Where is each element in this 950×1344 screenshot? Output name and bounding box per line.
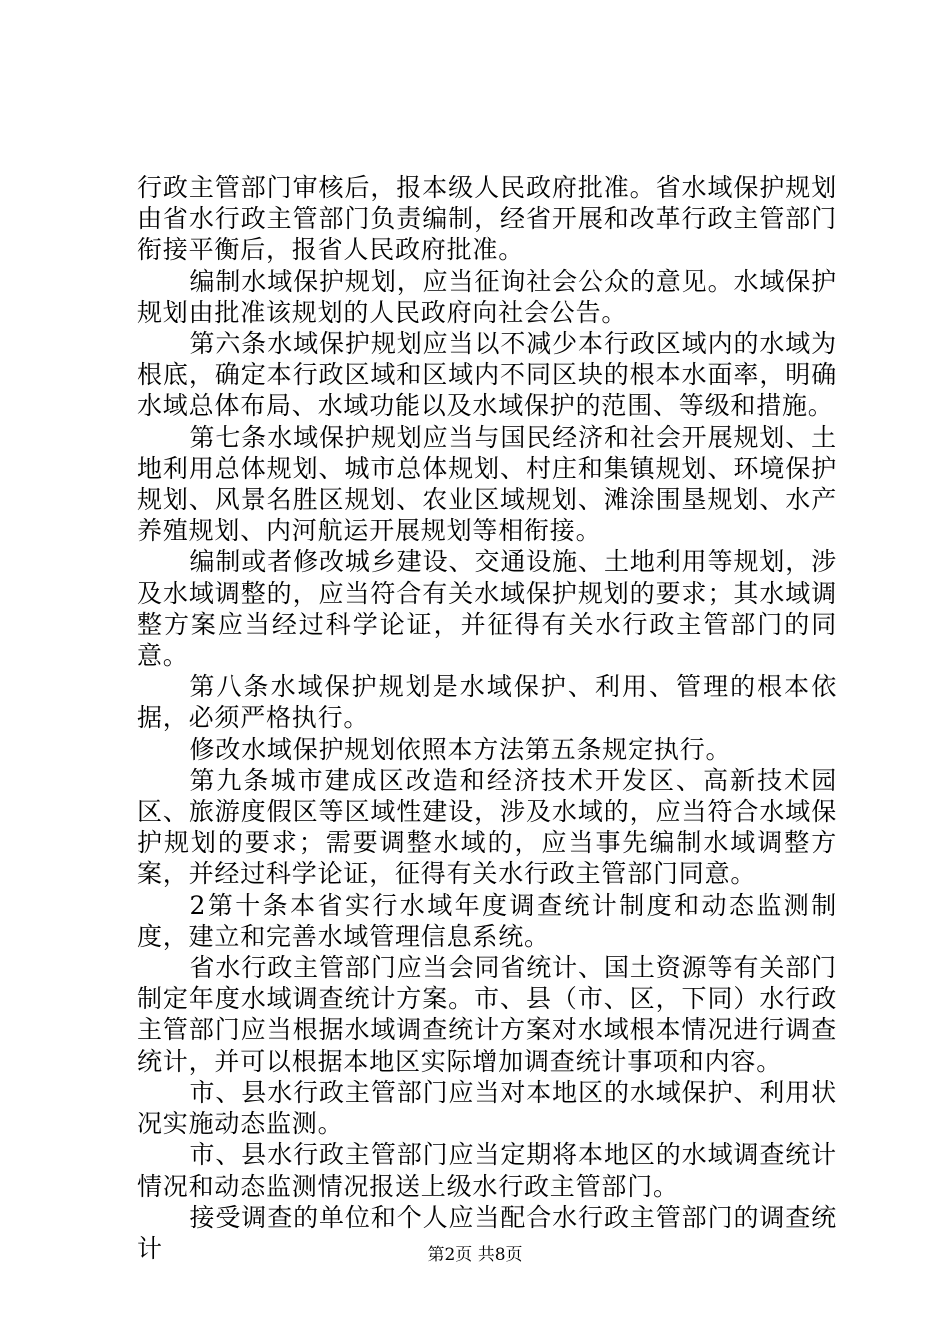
paragraph: 修改水域保护规划依照本方法第五条规定执行。 [189,734,732,764]
paragraph-truncated: 接受调查的单位和个人应当配合水行政主管部门的调查统计 [137,1202,837,1263]
paragraph-article-7: 第七条水域保护规划应当与国民经济和社会开展规划、土地利用总体规划、城市总体规划、村庄和集镇规划、环境保护规划、风景名胜区规划、农业区域规划、滩涂围垦规划、水产养殖规划、内河航运开展规划等相衔接。 [137,422,837,546]
paragraph: 市、县水行政主管部门应当对本地区的水域保护、利用状况实施动态监测。 [137,1077,837,1139]
paragraph: 省水行政主管部门应当会同省统计、国土资源等有关部门制定年度水域调查统计方案。市、县（市、区，下同）水行政主管部门应当根据水域调查统计方案对水域根本情况进行调查统计，并可以根据本地区实际增加调查统计事项和内容。 [137,953,837,1076]
paragraph: 编制水域保护规划，应当征询社会公众的意见。水域保护规划由批准该规划的人民政府向社会公告。 [137,266,837,327]
paragraph-article-6: 第六条水域保护规划应当以不减少本行政区域内的水域为根底，确定本行政区域和区域内不同区块的根本水面率，明确水域总体布局、水域功能以及水域保护的范围、等级和措施。 [137,329,837,421]
paragraph: 编制或者修改城乡建设、交通设施、土地利用等规划，涉及水域调整的，应当符合有关水域保护规划的要求；其水域调整方案应当经过科学论证，并征得有关水行政主管部门的同意。 [137,547,837,671]
page-number-footer: 第2页 共8页 [427,1245,523,1265]
paragraph-continued: 行政主管部门审核后，报本级人民政府批准。省水域保护规划由省水行政主管部门负责编制，经省开展和改革行政主管部门衔接平衡后，报省人民政府批准。 [137,173,837,265]
paragraph-article-9: 第九条城市建成区改造和经济技术开发区、高新技术园区、旅游度假区等区域性建设，涉及水域的，应当符合水域保护规划的要求；需要调整水域的，应当事先编制水域调整方案，并经过科学论证，征得有关水行政主管部门同意。 [137,765,837,889]
paragraph: 市、县水行政主管部门应当定期将本地区的水域调查统计情况和动态监测情况报送上级水行政主管部门。 [137,1140,837,1201]
document-body [137,172,837,1264]
paragraph-article-8: 第八条水域保护规划是水域保护、利用、管理的根本依据，必须严格执行。 [137,672,837,733]
paragraph-article-10: 2第十条本省实行水域年度调查统计制度和动态监测制度，建立和完善水域管理信息系统。 [137,890,837,951]
